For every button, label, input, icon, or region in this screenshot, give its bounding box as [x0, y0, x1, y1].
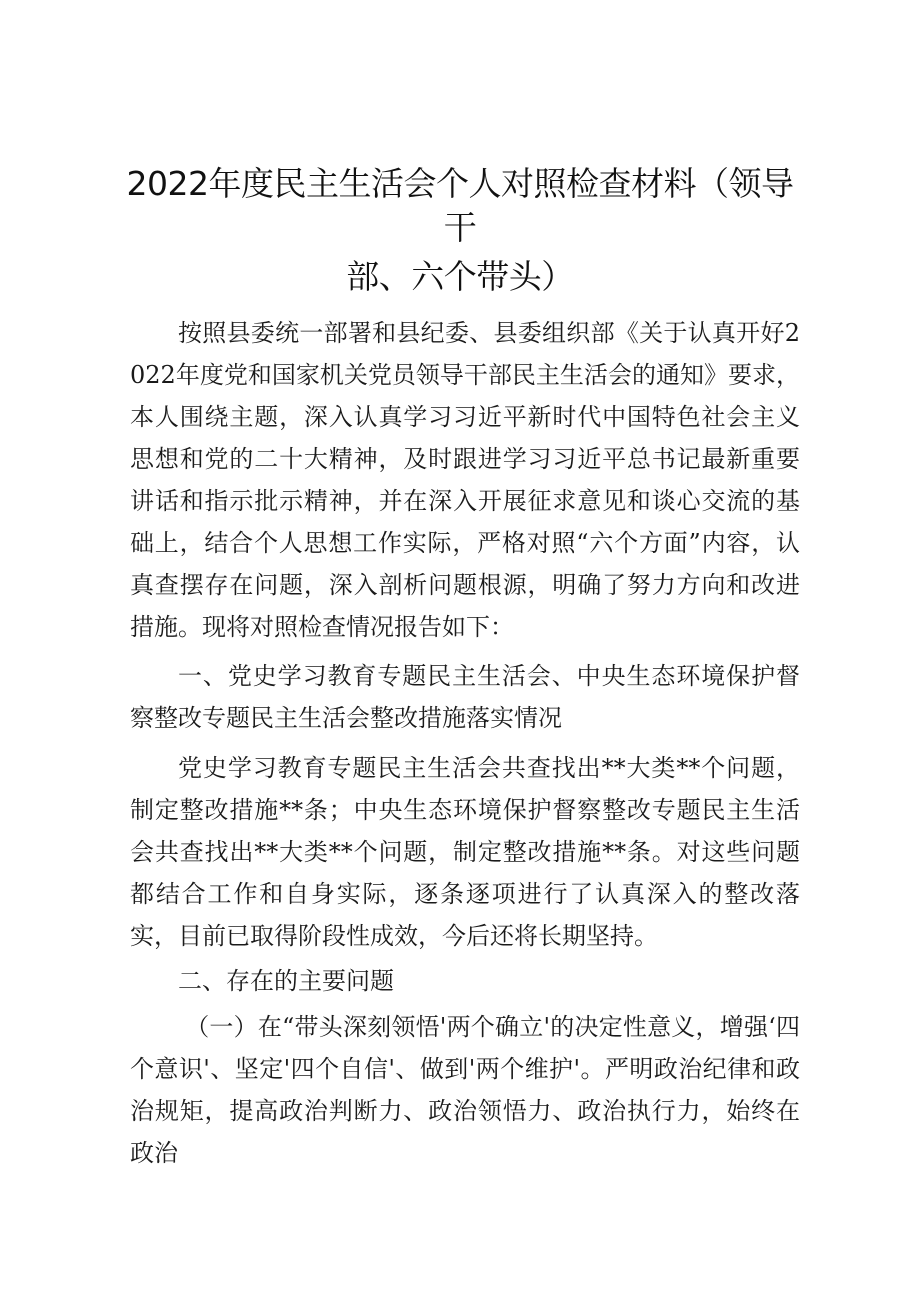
intro-paragraph: 按照县委统一部署和县纪委、县委组织部《关于认真开好2022年度党和国家机关党员领导干部民主生活会的通知》要求，本人围绕主题，深入认真学习习近平新时代中国特色社会主义思想和党的二十大精神，及时跟进学习习近平总书记最新重要讲话和指示批示精神，并在深入开展征求意见和谈心交流的基础上，结合个人思想工作实际，严格对照“六个方面”内容，认真查摆存在问题，深入剖析问题根源，明确了努力方向和改进措施。现将对照检查情况报告如下： — [130, 319, 800, 641]
section-2-item-1-paragraph: （一）在“带头深刻领悟'两个确立'的决定性意义，增强‘四个意识'、坚定'四个自信'、做到'两个维护'。严明政治纪律和政治规矩，提高政治判断力、政治领悟力、政治执行力，始终在政治 — [130, 1013, 800, 1167]
section-1-paragraph: 党史学习教育专题民主生活会共查找出**大类**个问题，制定整改措施**条；中央生态环境保护督察整改专题民主生活会共查找出**大类**个问题，制定整改措施**条。对这些问题都结合工作和自身实际，逐条逐项进行了认真深入的整改落实，目前已取得阶段性成效，今后还将长期坚持。 — [130, 754, 800, 950]
document-title-line-1: 2022年度民主生活会个人对照检查材料（领导干 — [126, 164, 794, 247]
document-title-line-2: 部、六个带头） — [346, 257, 574, 296]
section-heading-2: 二、存在的主要问题 — [178, 967, 394, 995]
section-heading-1: 一、党史学习教育专题民主生活会、中央生态环境保护督察整改专题民主生活会整改措施落实情况 — [130, 662, 800, 732]
